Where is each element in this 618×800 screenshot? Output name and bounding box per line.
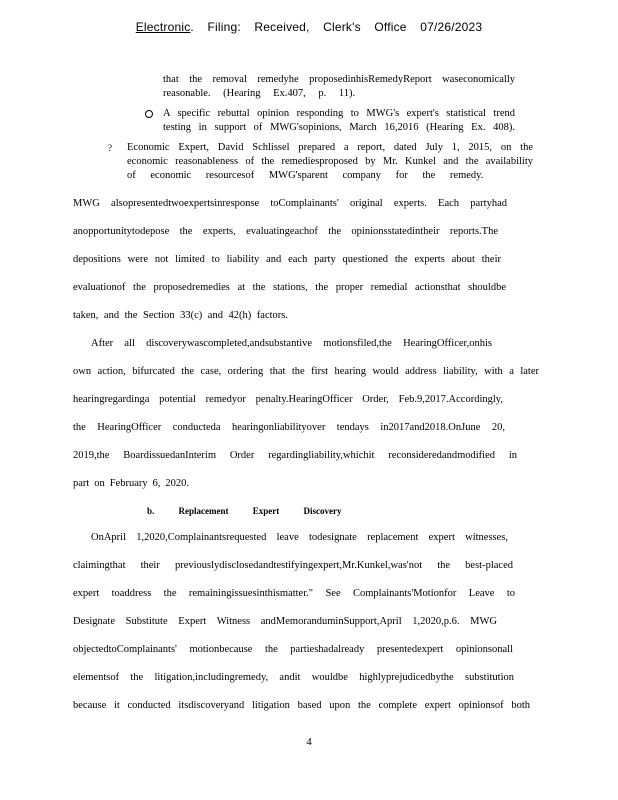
report-continuation-line-2: reasonable. (Hearing Ex.407, p. 11).: [163, 88, 356, 99]
body-p3-line-6: elementsof the litigation,includingremedy, andit wouldbe highlyprejudicedbythe substitution: [73, 672, 514, 683]
body-p1-line-2: anopportunitytodepose the experts, evaluatingeachof the opinionsstatedintheir reports.The: [73, 226, 498, 237]
body-p3-line-3: expert toaddress the remainingissuesinthismatter." See Complainants'Motionfor Leave to: [73, 588, 515, 599]
body-p2-line-2: own action, bifurcated the case, ordering that the first hearing would address liability, with a later: [73, 366, 539, 377]
body-p2-line-1: After all discoverywascompleted,andsubstantive motionsfiled,the HearingOfficer,onhis: [91, 338, 492, 349]
filing-header-text: . Filing: Received, Clerk's Office 07/26/2023: [190, 20, 483, 34]
report-continuation-line-1: that the removal remedyhe proposedinhisRemedyReport waseconomically: [163, 74, 515, 85]
body-p1-line-1: MWG alsopresentedtwoexpertsinresponse toComplainants' original experts. Each partyhad: [73, 198, 507, 209]
economic-expert-line-3: of economic resourcesof MWG'sparent company for the remedy.: [127, 170, 484, 181]
body-p2-line-5: 2019,the BoardissuedanInterim Order regardingliability,whichit reconsideredandmodified in: [73, 450, 517, 461]
page-number: 4: [306, 736, 312, 748]
section-heading: b. Replacement Expert Discovery: [147, 506, 342, 516]
body-p3-line-4: Designate Substitute Expert Witness andMemoranduminSupport,April 1,2020,p.6. MWG: [73, 616, 497, 627]
economic-expert-line-2: economic reasonableness of the remediesproposed by Mr. Kunkel and the availability: [127, 156, 533, 167]
body-p1-line-4: evaluationof the proposedremedies at the stations, the proper remedial actionsthat shouldbe: [73, 282, 506, 293]
body-p3-line-1: OnApril 1,2020,Complainantsrequested leave todesignate replacement expert witnesses,: [91, 532, 508, 543]
body-p3-line-2: claimingthat their previouslydisclosedandtestifyingexpert,Mr.Kunkel,was'not the best-placed: [73, 560, 513, 571]
circle-bullet-icon: [145, 110, 153, 118]
filing-header: [0, 20, 618, 34]
question-bullet-icon: ?: [108, 143, 112, 153]
body-p3-line-7: because it conducted itsdiscoveryand litigation based upon the complete expert opinionsof both: [73, 700, 530, 711]
rebuttal-opinion-line-1: A specific rebuttal opinion responding to MWG's expert's statistical trend: [163, 108, 515, 119]
filing-header-electronic: Electronic: [135, 20, 191, 34]
body-p1-line-5: taken, and the Section 33(c) and 42(h) factors.: [73, 310, 288, 321]
body-p2-line-3: hearingregardinga potential remedyor penalty.HearingOfficer Order, Feb.9,2017.Accordingly,: [73, 394, 503, 405]
body-p1-line-3: depositions were not limited to liability and each party questioned the experts about their: [73, 254, 501, 265]
rebuttal-opinion-line-2: testing in support of MWG'sopinions, March 16,2016 (Hearing Ex. 408).: [163, 122, 515, 133]
body-p2-line-6: part on February 6, 2020.: [73, 478, 189, 489]
economic-expert-line-1: Economic Expert, David Schlissel prepared a report, dated July 1, 2015, on the: [127, 142, 533, 153]
body-p3-line-5: objectedtoComplainants' motionbecause the partieshadalready presentedexpert opinionsonall: [73, 644, 513, 655]
body-p2-line-4: the HearingOfficer conducteda hearingonliabilityover tendays in2017and2018.OnJune 20,: [73, 422, 505, 433]
